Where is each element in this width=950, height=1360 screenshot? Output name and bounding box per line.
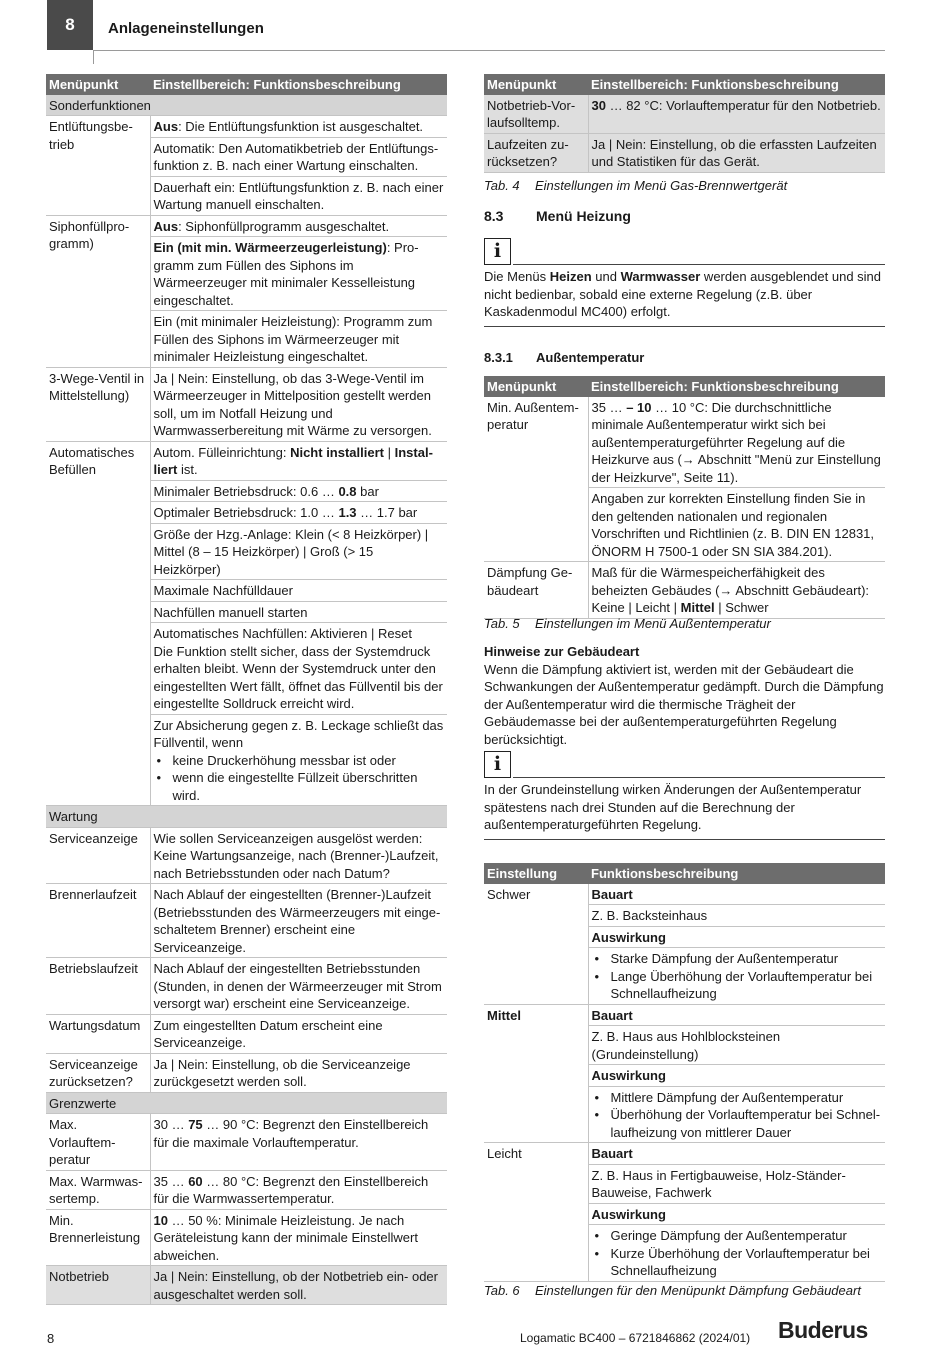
text: bar — [356, 483, 379, 499]
chapter-title: Anlageneinstellungen — [108, 20, 264, 37]
table-row — [484, 562, 885, 619]
bullet-list — [154, 752, 445, 805]
col-header-setting: Einstellung — [484, 863, 588, 884]
col-header-menu: Menüpunkt — [484, 376, 588, 397]
text: 35 … — [591, 399, 627, 415]
text: Zur Absicherung gegen z. B. Leckage schließt das Füllventil, wenn — [153, 717, 444, 750]
table-row — [46, 367, 447, 441]
caption-text: Einstellungen im Menü Gas-Brennwertgerät — [535, 178, 788, 193]
cell — [150, 116, 447, 138]
cell — [150, 1209, 447, 1266]
bullet-list — [592, 1227, 883, 1280]
document-id: Logamatic BC400 – 6721846862 (2024/01) — [520, 1331, 751, 1345]
text: : Programm zum Füllen des Siphons im Wärmeerzeuger mit minimaler Kesselleistung eingeschaltet. — [153, 240, 419, 308]
bold-text: – 10 — [626, 399, 652, 415]
col-header-menu: Menüpunkt — [484, 74, 588, 95]
table-6 — [484, 863, 885, 1282]
table-header-row — [484, 376, 885, 397]
col-header-menu: Menüpunkt — [46, 74, 150, 95]
text: Maß für die Wärmespeicherfähigkeit des beheizten Gebäudes (→ Abschnitt Gebäudeart): Keine | Leicht | — [591, 565, 870, 615]
cell — [588, 1225, 885, 1282]
table-row — [484, 397, 885, 488]
cell — [150, 1170, 447, 1209]
hinweis-text: Wenn die Dämpfung aktiviert ist, werden mit der Gebäudeart die Schwankungen der Außentemperatur gedämpft. Durch die Dämpfung der Außentemperatur wird die thermische Trägheit der Gebäudemasse bei der außentemperaturgeführten Regelung berücksichtigt. — [484, 661, 884, 747]
section-title: Außentemperatur — [536, 350, 645, 365]
cell — [150, 480, 447, 502]
cell — [588, 948, 885, 1005]
bold-text: Auswirkung — [591, 1206, 666, 1222]
section-title: Menü Heizung — [536, 208, 631, 224]
cell — [588, 562, 885, 619]
col-header-range: Einstellbereich: Funktionsbeschreibung — [588, 376, 885, 397]
bullet-list — [592, 950, 883, 1003]
cell: Zum eingestellten Datum erscheint eine Serviceanzeige. — [150, 1014, 447, 1053]
section-heading-8-3 — [484, 208, 631, 226]
row-label: Min. Brennerleistung — [46, 1209, 150, 1266]
special-functions-table — [46, 74, 447, 1305]
info-rule — [513, 264, 885, 265]
bold-text: Mittel — [680, 600, 715, 615]
row-label: Automatisches Befüllen — [46, 441, 150, 806]
cell: Wie sollen Serviceanzeigen ausgelöst werden: Keine Wartungsanzeige, nach (Brenner-)Laufzeit, nach Betriebsstunden oder nach Datum? — [150, 827, 447, 884]
section-row — [46, 95, 447, 116]
table-row — [46, 827, 447, 884]
row-label: Entlüftungsbetrieb — [46, 116, 150, 216]
chapter-number: 8 — [47, 0, 93, 50]
section-grenzwerte: Grenzwerte — [46, 1092, 447, 1114]
cell: Ja | Nein: Einstellung, ob das 3-Wege-Ventil im Wärmeerzeuger in Mittelposition gestellt werden soll, um im Notfall Heizung und Warmwasserbereitung mit Wärme zu versorgen. — [150, 367, 447, 441]
info-text — [484, 268, 885, 327]
cell — [150, 441, 447, 480]
row-label: Leicht — [484, 1143, 588, 1282]
table-row — [46, 1266, 447, 1305]
cell: Z. B. Haus aus Hohlblocksteinen (Grundeinstellung) — [588, 1026, 885, 1065]
cell — [588, 1203, 885, 1225]
table-row — [46, 1053, 447, 1092]
cell — [150, 237, 447, 311]
cell: Nach Ablauf der eingestellten Betriebsstunden (Stunden, in denen der Wärmeerzeuger mit Strom versorgt war) erscheint eine Serviceanzeige. — [150, 958, 447, 1015]
text: … 1.7 bar — [356, 505, 418, 520]
list-item: • Lange Überhöhung der Vorlauftemperatur bei Schnellaufheizung — [592, 968, 883, 1003]
row-label: Max. Vorlauftemperatur — [46, 1114, 150, 1171]
section-row — [46, 806, 447, 828]
text: Optimaler Betriebsdruck: 1.0 … — [153, 505, 339, 520]
cell: Angaben zur korrekten Einstellung finden Sie in den geltenden nationalen und regionalen Vorschriften und Richtlinien (z. B. DIN EN 12831, ÖNORM H 7500-1 oder SN SIA 384.201). — [588, 488, 885, 562]
bold-text: Nicht installiert — [290, 444, 384, 460]
row-label: Min. Außentemperatur — [484, 397, 588, 562]
cell — [588, 884, 885, 905]
cell — [150, 623, 447, 715]
bold-text: Aus — [153, 218, 179, 234]
hinweis-title: Hinweise zur Gebäudeart — [484, 644, 640, 659]
caption-number: Tab. 5 — [484, 616, 520, 631]
text: : Die Entlüftungsfunktion ist ausgeschaltet. — [178, 119, 424, 134]
table-row — [484, 1004, 885, 1026]
row-label: Serviceanzeige — [46, 827, 150, 884]
text: Minimaler Betriebsdruck: 0.6 … — [153, 483, 339, 499]
cell: Z. B. Haus in Fertigbauweise, Holz-Ständer-Bauweise, Fachwerk — [588, 1164, 885, 1203]
table-4-caption — [484, 177, 787, 195]
bullet-list — [592, 1089, 883, 1142]
row-label: 3-Wege-Ventil in Mittelstellung) — [46, 367, 150, 441]
table-6-caption — [484, 1282, 861, 1300]
table-header-row — [46, 74, 447, 95]
hinweis-block — [484, 643, 885, 748]
cell — [150, 502, 447, 524]
bold-text: Bauart — [591, 1146, 633, 1161]
section-number: 8.3 — [484, 208, 504, 224]
page-number: 8 — [47, 1331, 55, 1346]
cell: Ja | Nein: Einstellung, ob die erfassten Laufzeiten und Statistiken für das Gerät. — [588, 133, 885, 172]
bold-text: 1.3 — [338, 505, 357, 520]
row-label: Schwer — [484, 884, 588, 1005]
bold-text: Installiert — [153, 444, 433, 477]
header-rule — [93, 50, 885, 51]
text: … 80 °C: Begrenzt den Einstellbereich für die Warmwassertemperatur. — [153, 1173, 429, 1206]
cell: Ja | Nein: Einstellung, ob die Serviceanzeige zurückgesetzt werden soll. — [150, 1053, 447, 1092]
table-header-row — [484, 863, 885, 884]
list-item: • keine Druckerhöhung messbar ist oder — [154, 752, 445, 770]
row-label: Siphonfüllprogramm) — [46, 215, 150, 367]
text: 30 … — [153, 1117, 189, 1132]
table-row — [46, 1014, 447, 1053]
cell: Automatik: Den Automatikbetrieb der Entlüftungsfunktion z. B. nach einer Wartung einschalten. — [150, 137, 447, 176]
table-row — [484, 884, 885, 905]
header-rule-vertical — [93, 50, 94, 64]
cell: Dauerhaft ein: Entlüftungsfunktion z. B. nach einer Wartung manuell einschalten. — [150, 176, 447, 215]
row-label: Mittel — [484, 1004, 588, 1143]
text: Automatisches Nachfüllen: Aktivieren | Reset — [153, 626, 412, 641]
brand-logo: Buderus — [778, 1317, 868, 1343]
table-row — [46, 1170, 447, 1209]
text: werden ausgeblendet und sind nicht bedienbar, sobald eine externe Regelung (z.B. über Kaskadenmodul MC400) erfolgt. — [484, 269, 882, 319]
table-4 — [484, 74, 885, 173]
bold-text: 0.8 — [338, 483, 357, 499]
bold-text: Ein (mit min. Wärmeerzeugerleistung) — [153, 240, 387, 255]
table-header-row — [484, 74, 885, 95]
info-icon: i — [484, 238, 511, 265]
table-row — [46, 441, 447, 480]
bold-text: Heizen — [549, 269, 592, 284]
caption-text: Einstellungen für den Menüpunkt Dämpfung Gebäudeart — [535, 1283, 861, 1298]
cell: Z. B. Backsteinhaus — [588, 905, 885, 927]
row-label: Betriebslaufzeit — [46, 958, 150, 1015]
row-label: Brennerlaufzeit — [46, 884, 150, 958]
list-item: • wenn die eingestellte Füllzeit überschritten wird. — [154, 769, 445, 804]
row-label: Laufzeiten zurücksetzen? — [484, 133, 588, 172]
bold-text: Aus — [153, 119, 179, 134]
row-label: Wartungsdatum — [46, 1014, 150, 1053]
col-header-range: Einstellbereich: Funktionsbeschreibung — [150, 74, 447, 95]
table-5 — [484, 376, 885, 619]
cell — [588, 1004, 885, 1026]
col-header-description: Funktionsbeschreibung — [588, 863, 885, 884]
text: Die Funktion stellt sicher, dass der Systemdruck erhalten bleibt. Wenn der Systemdruck unter den eingestellten Wert fällt, öffnet das Füllventil bis der eingestellte Solldruck erreicht wird. — [153, 643, 443, 711]
list-item: • Kurze Überhöhung der Vorlauftemperatur bei Schnellaufheizung — [592, 1245, 883, 1280]
text: … 50 %: Minimale Heizleistung. Je nach Geräteleistung kann der minimale Einstellwert abweichen. — [153, 1212, 418, 1263]
row-label: Serviceanzeige zurücksetzen? — [46, 1053, 150, 1092]
row-label: Dämpfung Gebäudeart — [484, 562, 588, 619]
text: : Siphonfüllprogramm ausgeschaltet. — [178, 218, 390, 234]
table-row — [46, 958, 447, 1015]
caption-number: Tab. 4 — [484, 178, 520, 193]
section-sonderfunktionen: Sonderfunktionen — [46, 95, 447, 116]
bold-text: Warmwasser — [620, 269, 701, 284]
info-text: In der Grundeinstellung wirken Änderungen der Außentemperatur spätestens nach drei Stunden auf die Berechnung der außentemperaturgeführten Regelung. — [484, 781, 885, 840]
info-box — [484, 751, 885, 840]
cell — [588, 1143, 885, 1165]
bold-text: 75 — [188, 1117, 203, 1132]
bold-text: 10 — [153, 1212, 168, 1228]
section-heading-8-3-1 — [484, 349, 644, 367]
list-item: • Überhöhung der Vorlauftemperatur bei Schnellaufheizung von mittlerer Dauer — [592, 1106, 883, 1141]
text: | — [384, 444, 395, 460]
table-row — [46, 116, 447, 138]
cell: Nach Ablauf der eingestellten (Brenner-)Laufzeit (Betriebsstunden des Wärmeerzeugers mit eingeschaltetem Brenner) erscheint eine Serviceanzeige. — [150, 884, 447, 958]
text: und — [591, 269, 621, 284]
list-item: • Mittlere Dämpfung der Außentemperatur — [592, 1089, 883, 1107]
info-icon: i — [484, 751, 511, 778]
table-row — [46, 884, 447, 958]
bold-text: Auswirkung — [591, 929, 666, 945]
section-number: 8.3.1 — [484, 350, 513, 365]
table-row — [484, 133, 885, 172]
cell — [150, 714, 447, 806]
bold-text: Bauart — [591, 886, 633, 902]
row-label: Notbetrieb-Vorlaufsolltemp. — [484, 95, 588, 134]
cell — [588, 926, 885, 948]
table-row — [46, 1209, 447, 1266]
text: … 10 °C: Die durchschnittliche minimale Außentemperatur wirkt sich bei außentemperaturgeführter Regelung auf die Heizkurve aus (→ Abschnitt "Menü zur Einstellung der Heizkurve", Seite 11). — [591, 399, 881, 485]
table-row — [46, 1114, 447, 1171]
text: | Schwer — [714, 600, 769, 615]
cell: Ja | Nein: Einstellung, ob der Notbetrieb ein- oder ausgeschaltet werden soll. — [150, 1266, 447, 1305]
section-wartung: Wartung — [46, 806, 447, 828]
cell: Ein (mit minimaler Heizleistung): Programm zum Füllen des Siphons im Wärmeerzeuger mit minimaler Heizleistung eingeschaltet. — [150, 311, 447, 368]
text: Die Menüs — [484, 269, 550, 284]
section-row — [46, 1092, 447, 1114]
text: Autom. Fülleinrichtung: — [153, 444, 291, 460]
cell — [150, 1114, 447, 1171]
text: 35 … — [153, 1173, 189, 1189]
cell — [588, 1086, 885, 1143]
row-label: Notbetrieb — [46, 1266, 150, 1305]
bold-text: 60 — [188, 1173, 203, 1189]
list-item: • Starke Dämpfung der Außentemperatur — [592, 950, 883, 968]
table-row — [484, 1143, 885, 1165]
col-header-range: Einstellbereich: Funktionsbeschreibung — [588, 74, 885, 95]
text: ist. — [177, 462, 198, 477]
table-row — [46, 215, 447, 237]
table-5-caption — [484, 615, 771, 633]
cell: Nachfüllen manuell starten — [150, 601, 447, 623]
bold-text: Auswirkung — [591, 1068, 666, 1083]
cell — [588, 1065, 885, 1087]
bold-text: 30 — [591, 97, 606, 113]
list-item: • Geringe Dämpfung der Außentemperatur — [592, 1227, 883, 1245]
bold-text: Bauart — [591, 1007, 633, 1023]
caption-text: Einstellungen im Menü Außentemperatur — [535, 616, 771, 631]
text: … 90 °C: Begrenzt den Einstellbereich für die maximale Vorlauftemperatur. — [153, 1117, 429, 1150]
table-row — [484, 95, 885, 134]
cell — [588, 95, 885, 134]
row-label: Max. Warmwassertemp. — [46, 1170, 150, 1209]
cell: Größe der Hzg.-Anlage: Klein (< 8 Heizkörper) | Mittel (8 – 15 Heizkörper) | Groß (> 15 Heizkörper) — [150, 523, 447, 580]
cell — [588, 397, 885, 488]
cell: Maximale Nachfülldauer — [150, 580, 447, 602]
cell — [150, 215, 447, 237]
caption-number: Tab. 6 — [484, 1283, 520, 1298]
info-rule — [513, 777, 885, 778]
text: … 82 °C: Vorlauftemperatur für den Notbetrieb. — [605, 97, 881, 113]
info-box — [484, 238, 885, 327]
